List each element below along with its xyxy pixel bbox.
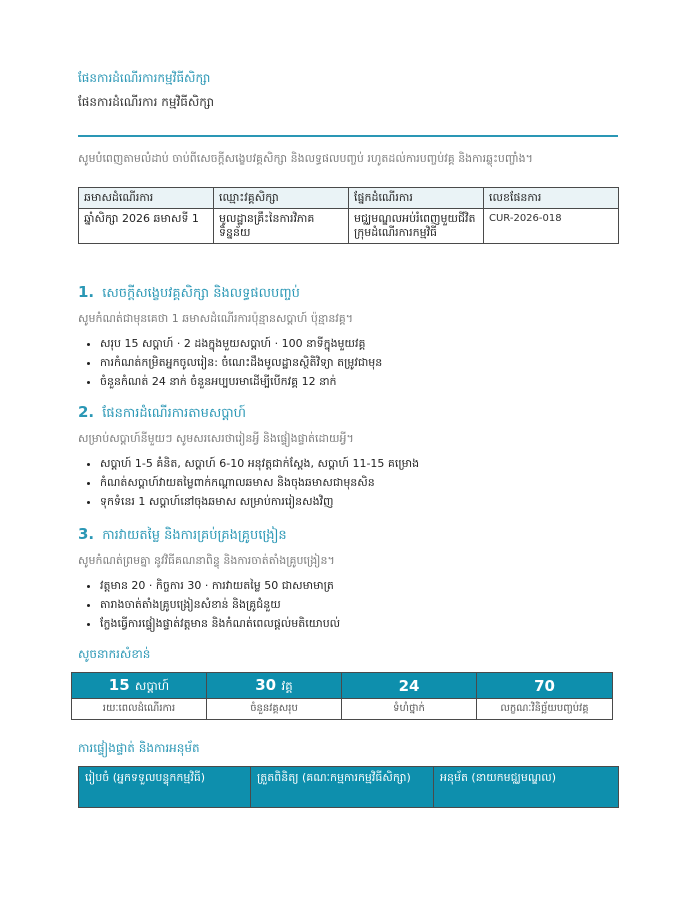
list-item: • សប្តាហ៍ 1-5 គំនិត, សប្តាហ៍ 6-10 អនុវត្តជាក់ស្តែង, សប្តាហ៍ 11-15 គម្រោង	[100, 454, 618, 473]
section-1	[78, 282, 618, 391]
header-title: ផែនការដំណើរការកម្មវិធីសិក្សា	[78, 71, 211, 85]
stats-table	[71, 672, 613, 720]
meta-cell-department: មជ្ឈមណ្ឌលអប់រំពេញមួយជីវិត ក្រុមដំណើរការកម្មវិធី	[349, 209, 484, 244]
list-item: • ការកំណត់កម្រិតអ្នកចូលរៀន: ចំណេះដឹងមូលដ្ឋានស្ថិតិវិទ្យា តម្រូវជាមុន	[100, 353, 618, 372]
approval-cell-review: ត្រួតពិនិត្យ (គណៈកម្មការកម្មវិធីសិក្សា)	[251, 767, 434, 808]
section-description: សូមកំណត់ជាមុនគេថា 1 ឆមាសដំណើរការប៉ុន្មានសប្តាហ៍ ប៉ុន្មានវគ្គ។	[78, 312, 354, 325]
meta-cell-term: ឆ្នាំសិក្សា 2026 ឆមាសទី 1	[79, 209, 214, 244]
stat-value: 30	[255, 676, 277, 694]
list-item: • ចំនួនកំណត់ 24 នាក់ ចំនួនអប្បបរមាដើម្បីបើកវគ្គ 12 នាក់	[100, 372, 618, 391]
meta-header-cell: ឈ្មោះវគ្គសិក្សា	[214, 188, 349, 209]
approval-row	[79, 767, 619, 808]
stat-unit: សប្តាហ៍	[134, 679, 170, 693]
list-item: • ទុកទំនេរ 1 សប្តាហ៍នៅចុងឆមាស សម្រាប់ការរៀនសងវិញ	[100, 492, 618, 511]
section-list	[78, 334, 618, 391]
section-title	[78, 282, 618, 304]
header-divider	[78, 135, 618, 137]
section-number: 3.	[78, 525, 95, 543]
stats-label: សូចនាករសំខាន់	[78, 647, 151, 661]
meta-data-row	[79, 209, 619, 244]
stat-unit: វគ្គ	[281, 679, 293, 693]
stat-value-cell	[477, 673, 613, 699]
document-header	[78, 68, 618, 112]
stats-value-row	[72, 673, 613, 699]
approval-cell-approve: អនុម័ត (នាយកមជ្ឈមណ្ឌល)	[434, 767, 619, 808]
meta-header-row	[79, 188, 619, 209]
stat-value-cell	[72, 673, 207, 699]
list-item: • សរុប 15 សប្តាហ៍ · 2 ដងក្នុងមួយសប្តាហ៍ · 100 នាទីក្នុងមួយវគ្គ	[100, 334, 618, 353]
stat-label: លក្ខណៈវិនិច្ឆ័យបញ្ចប់វគ្គ	[477, 699, 613, 720]
stat-label: ចំនួនវគ្គសរុប	[207, 699, 342, 720]
list-item: • ក្លែងធ្វើការផ្ទៀងផ្ទាត់វត្តមាន និងកំណត់ពេលផ្តល់មតិយោបល់	[100, 614, 618, 633]
approval-label: ការផ្ទៀងផ្ទាត់ និងការអនុម័ត	[78, 741, 200, 755]
list-item: • តារាងចាត់តាំងគ្រូបង្រៀនសំខាន់ និងគ្រូជំនួយ	[100, 595, 618, 614]
section-list	[78, 454, 618, 511]
section-3	[78, 524, 618, 633]
section-2	[78, 402, 618, 511]
section-title-text: សេចក្តីសង្ខេបវគ្គសិក្សា និងលទ្ធផលបញ្ចប់	[102, 286, 300, 301]
stat-value: 15	[108, 676, 130, 694]
intro-text: សូមបំពេញតាមលំដាប់ ចាប់ពីសេចក្តីសង្ខេបវគ្គសិក្សា និងលទ្ធផលបញ្ចប់ រហូតដល់ការបញ្ចប់វគ្គ និងការឆ្លុះបញ្ចាំង។	[78, 152, 533, 165]
meta-cell-course: មូលដ្ឋានគ្រឹះនៃការវិភាគទិន្នន័យ	[214, 209, 349, 244]
approval-table	[78, 766, 619, 808]
stat-value-cell	[342, 673, 477, 699]
section-list	[78, 576, 618, 633]
meta-table	[78, 187, 619, 244]
section-title	[78, 402, 618, 424]
section-number: 2.	[78, 403, 95, 421]
stats-label-row	[72, 699, 613, 720]
stat-value: 70	[534, 676, 555, 695]
section-description: សម្រាប់សប្តាហ៍នីមួយៗ សូមសរសេរថារៀនអ្វី និងផ្ទៀងផ្ទាត់ដោយអ្វី។	[78, 432, 354, 445]
section-number: 1.	[78, 283, 95, 301]
meta-header-cell: លេខផែនការ	[484, 188, 619, 209]
list-item: • វត្តមាន 20 · កិច្ចការ 30 · ការវាយតម្លៃ 50 ជាសមាមាត្រ	[100, 576, 618, 595]
meta-cell-plan-number: CUR-2026-018	[484, 209, 619, 244]
section-title	[78, 524, 618, 546]
section-title-text: ផែនការដំណើរការតាមសប្តាហ៍	[102, 406, 247, 421]
stat-label: រយៈពេលដំណើរការ	[72, 699, 207, 720]
meta-header-cell: ឆមាសដំណើរការ	[79, 188, 214, 209]
meta-header-cell: ផ្នែកដំណើរការ	[349, 188, 484, 209]
header-subtitle: ផែនការដំណើរការ កម្មវិធីសិក្សា	[78, 95, 215, 109]
stat-value: 24	[398, 676, 420, 695]
approval-cell-prepare: រៀបចំ (អ្នកទទួលបន្ទុកកម្មវិធី)	[79, 767, 251, 808]
section-description: សូមកំណត់ព្រមគ្នា នូវវិធីគណនាពិន្ទុ និងការចាត់តាំងគ្រូបង្រៀន។	[78, 554, 335, 567]
stat-value-cell	[207, 673, 342, 699]
section-title-text: ការវាយតម្លៃ និងការគ្រប់គ្រងគ្រូបង្រៀន	[102, 528, 287, 543]
list-item: • កំណត់សប្តាហ៍វាយតម្លៃពាក់កណ្តាលឆមាស និងចុងឆមាសជាមុនសិន	[100, 473, 618, 492]
stat-label: ទំហំថ្នាក់	[342, 699, 477, 720]
